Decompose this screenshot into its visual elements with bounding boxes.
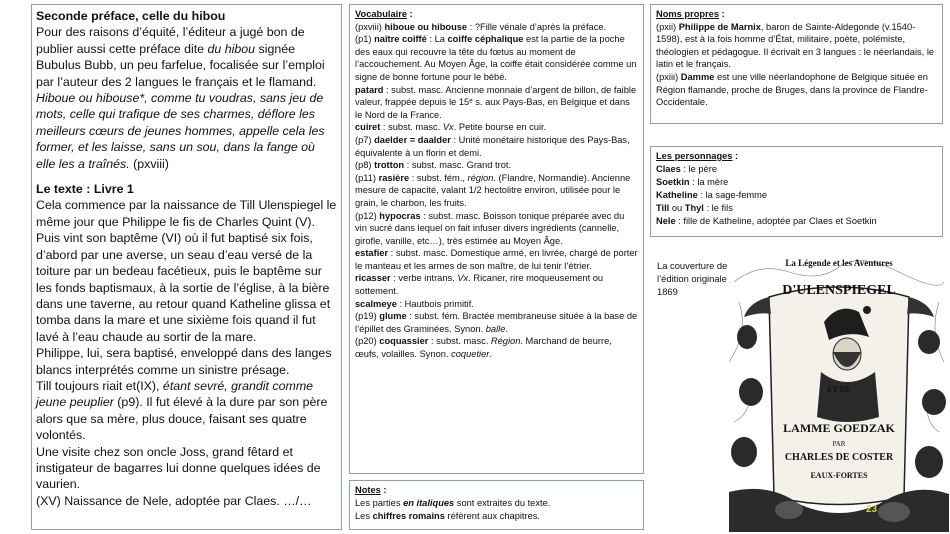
main-text-box <box>31 4 342 530</box>
vocabulary-heading: Vocabulaire <box>355 9 408 19</box>
text-paragraph-5: Une visite chez son oncle Joss, grand fêtard et instigateur de bagarres lui donne quelques idées de vaurien. <box>36 444 321 492</box>
characters-heading: Les personnages <box>656 151 733 161</box>
cover-title-line5: PAR <box>832 440 846 448</box>
vocab-entry: cuiret : subst. masc. Vx. Petite bourse en cuir. <box>355 122 547 133</box>
text-paragraph-6: (XV) Naissance de Nele, adoptée par Claes. …/… <box>36 493 312 508</box>
cover-title-line1: La Légende et les Aventures <box>785 258 893 268</box>
cover-title-line7: EAUX-FORTES <box>810 471 868 480</box>
proper-name-entry: (pxii) Philippe de Marnix, baron de Sainte-Aldegonde (v.1540-1598), est à la fois homme d’État, militaire, poète, polémiste, théologien et pédagogue. Il écrivait en 3 langues : le néerlandais, le latin et le français. <box>656 21 935 70</box>
vocab-entry: scalmeye : Hautbois primitif. <box>355 298 474 309</box>
section-title: Le texte : Livre 1 <box>36 182 134 197</box>
vocab-entry: estafier : subst. masc. Domestique armé, en livrée, chargé de porter le manteau et les armes de son maître, de lui tenir l’étrier. <box>355 248 638 271</box>
vocab-entry: (p8) trotton : subst. masc. Grand trot. <box>355 160 512 171</box>
proper-name-entry: (pxiii) Damme est une ville néerlandophone de Belgique située en Région flamande, proche de Bruges, dans la province de Flandre-Occidentale. <box>656 71 928 108</box>
vocab-entry: patard : subst. masc. Ancienne monnaie d’argent de billon, de faible valeur, frappée depuis le 15ᵉ s. aux Pays-Bas, en Belgique et dans le Nord de la France. <box>355 84 637 120</box>
cover-title-line4: LAMME GOEDZAK <box>783 421 895 435</box>
text-paragraph-3: Philippe, lui, sera baptisé, enveloppé dans des langes blancs interprétés comme un sinistre présage. <box>36 346 332 377</box>
character-item: Claes : le père <box>656 163 717 174</box>
notes-line: Les chiffres romains réfèrent aux chapitres. <box>355 511 541 521</box>
character-item: Till ou Thyl : le fils <box>656 202 733 213</box>
vocab-entry: (p12) hypocras : subst. masc. Boisson tonique préparée avec du vin sucré dans lequel on fait infuser divers ingrédients (cannelle, girofle, vanille, etc…), très estimée au Moyen Âge. <box>355 210 625 246</box>
vocab-entry: (p7) daelder = daalder : Unité monétaire historique des Pays-Bas, équivalente à un florin et demi. <box>355 134 630 158</box>
vocab-entry: (pxviii) hiboue ou hibouse : ?Fille vénale d’après la préface. <box>355 21 607 32</box>
page-number: 23 <box>866 504 878 515</box>
characters-box: Les personnages : Claes : le père Soetkin : la mère Katheline : la sage-femme Till ou Thyl : le fils Nele : fille de Katheline, adoptée par Claes et Soetkin <box>650 146 943 237</box>
cover-title-line3: ET DE <box>827 385 851 394</box>
character-item: Soetkin : la mère <box>656 176 729 187</box>
vocab-entry: (p20) coquassier : subst. masc. Région. Marchand de beurre, œufs, volailles. Synon. coquetier. <box>355 336 612 360</box>
vocab-entry: (p19) glume : subst. fém. Bractée membraneuse située à la base de l’épillet des Graminées. Synon. balle. <box>355 311 638 334</box>
preface-quote: Hiboue ou hibouse*, comme tu voudras, sans jeu de mots, celle qui trafique de ses charmes, déflore les meilleurs cœurs de jeunes hommes, appelle cela les former, et les laisse, sans un sou, dans la fange où elle les a traînés. (pxviii) <box>36 91 325 171</box>
notes-heading: Notes <box>355 485 381 495</box>
text-paragraph-2: Puis vint son baptême (VI) où il fut baptisé six fois, d’abord par une averse, un seau d’eau versé de la toiture par un bedeau facétieux, puis le baptême sur les fonds baptismaux, à la sortie de l’église, à la bière dans une taverne, au retour quand Katheline glissa et tomba dans la mare et une sixième fois quand il fut lavé à l’eau chaude au sortir de la mare. <box>36 231 331 344</box>
character-item: Nele : fille de Katheline, adoptée par Claes et Soetkin <box>656 215 877 226</box>
cover-title-line6: CHARLES DE COSTER <box>784 452 894 463</box>
notes-line: Les parties en italiques sont extraites du texte. <box>355 498 551 508</box>
preface-paragraph: Pour des raisons d’équité, l’éditeur a jugé bon de publier aussi cette préface dite du hibou signée Bubulus Bubb, un peu farfelue, focalisée sur l’emploi par l’auteur des 2 langues le français et le flamand. <box>36 25 325 89</box>
text-paragraph-1: Cela commence par la naissance de Till Ulenspiegel le même jour que Philippe le fis de Charles Quint (V). <box>36 198 337 229</box>
preface-title: Seconde préface, celle du hibou <box>36 9 226 23</box>
book-cover-illustration <box>729 242 949 532</box>
proper-names-box: Noms propres : (pxii) Philippe de Marnix, baron de Sainte-Aldegonde (v.1540-1598), est à la fois homme d’État, militaire, poète, polémiste, théologien et pédagogue. Il écrivait en 3 langues : le néerlandais, le latin et le français. (pxiii) Damme est une ville néerlandophone de Belgique située en Région flamande, proche de Bruges, dans la province de Flandre-Occidentale. <box>650 4 943 124</box>
vocab-entry: ricasser : verbe intrans. Vx. Ricaner, rire moqueusement ou sottement. <box>355 273 604 297</box>
vocab-entry: (p11) rasière : subst. fém., région. (Flandre, Normandie). Ancienne mesure de capacité, valant 1/2 hectolitre environ, utilisée pour le grain, le charbon, les fruits. <box>355 172 631 208</box>
vocabulary-box: Vocabulaire : (pxviii) hiboue ou hibouse : ?Fille vénale d’après la préface. (p1) naître coiffé : La coiffe céphalique est la partie de la poche des eaux qui recouvre la tête du fœtus au moment de l’accouchement. Au Moyen Âge, la coiffe était considérée comme un signe de bonne fortune pour le bébé. patard : subst. masc. Ancienne monnaie d’argent de billon, de faible valeur, frappée depuis le 15ᵉ s. aux Pays-Bas, en Belgique et dans le Nord de la France. cuiret : subst. masc. Vx. Petite bourse en cuir. (p7) daelder = daalder : Unité monétaire historique des Pays-Bas, équivalente à un florin et demi. (p8) trotton : subst. masc. Grand trot. (p11) rasière : subst. fém., région. (Flandre, Normandie). Ancienne mesure de capacité, valant 1/2 hectolitre environ, utilisée pour le grain, le charbon, les fruits. (p12) hypocras : subst. masc. Boisson tonique préparée avec du vin sucré dans lequel on fait infuser divers ingrédients (cannelle, girofle, vanille, etc…), très estimée au Moyen Âge. estafier : subst. masc. Domestique armé, en livrée, chargé de porter le manteau et les armes de son maître, de lui tenir l’étrier. ricasser : verbe intrans. Vx. Ricaner, rire moqueusement ou sottement. scalmeye : Hautbois primitif. (p19) glume : subst. fém. Bractée membraneuse située à la base de l’épillet des Graminées. Synon. balle. (p20) coquassier : subst. masc. Région. Marchand de beurre, œufs, volailles. Synon. coquetier. <box>349 4 644 474</box>
cover-caption: La couverture de l’édition originale 1869 <box>657 260 728 297</box>
proper-names-heading: Noms propres <box>656 9 720 19</box>
text-paragraph-4: Till toujours riait et(IX), étant sevré, grandit comme jeune peuplier (p9). Il fut élevé à la dure par son père alors que sa mère, plus douce, faisant ses quatre volontés. <box>36 378 328 443</box>
character-item: Katheline : la sage-femme <box>656 189 768 200</box>
cover-title-line2: D'ULENSPIEGEL <box>782 283 896 298</box>
vocab-entry: (p1) naître coiffé : La coiffe céphalique est la partie de la poche des eaux qui recouvre la tête du fœtus au moment de l’accouchement. Au Moyen Âge, la coiffe était considérée comme un signe de bonne fortune pour le bébé. <box>355 34 637 82</box>
notes-box: Notes : Les parties en italiques sont extraites du texte. Les chiffres romains réfèrent aux chapitres. <box>349 480 644 530</box>
